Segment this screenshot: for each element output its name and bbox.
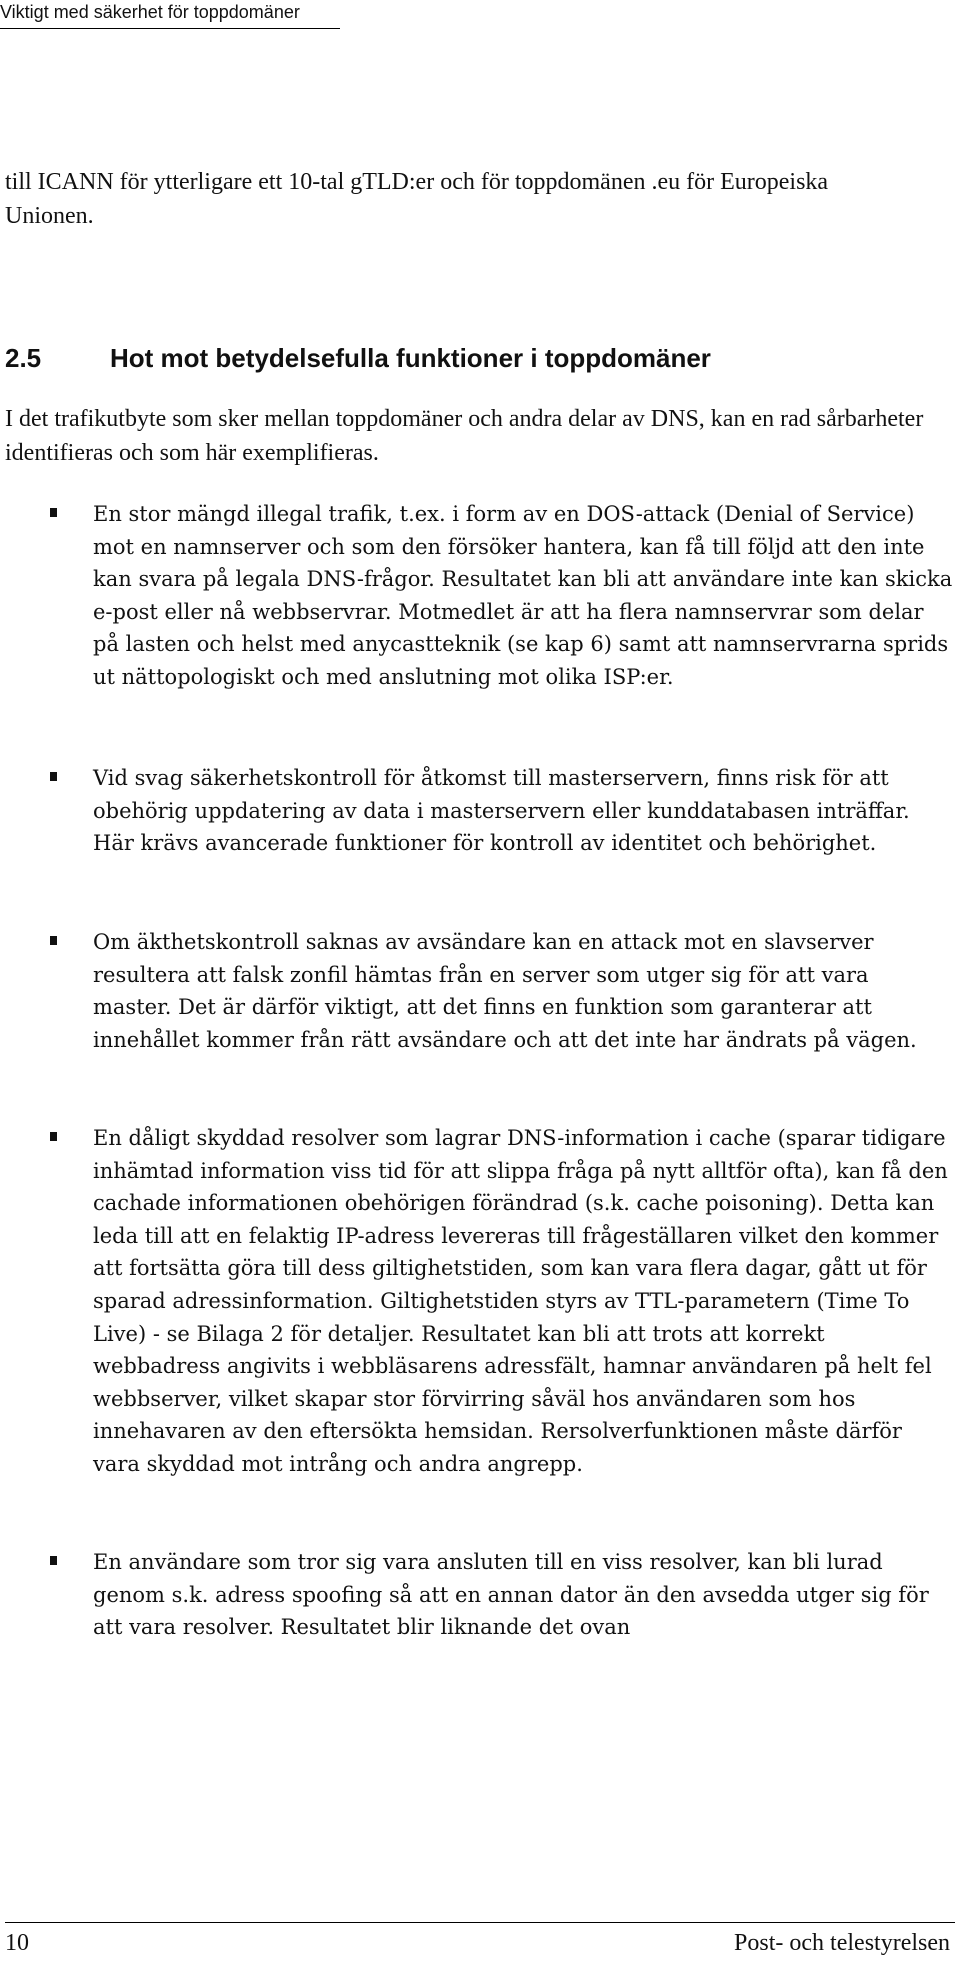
section-heading xyxy=(5,341,711,375)
section-title: Hot mot betydelsefulla funktioner i toppdomäner xyxy=(110,343,711,373)
page-number: 10 xyxy=(5,1930,29,1956)
section-intro: I det trafikutbyte som sker mellan toppdomäner och andra delar av DNS, kan en rad sårbarheter identifieras och som här exemplifieras. xyxy=(5,406,924,466)
footer-divider xyxy=(5,1922,955,1923)
intro-paragraph: till ICANN för ytterligare ett 10-tal gTLD:er och för toppdomänen .eu för Europeiska Unionen. xyxy=(5,169,829,229)
square-bullet-icon xyxy=(50,508,57,517)
running-header xyxy=(0,0,340,29)
square-bullet-icon xyxy=(50,772,57,781)
bullet-text: Vid svag säkerhetskontroll för åtkomst till masterservern, finns risk för att obehörig uppdatering av data i masterservern eller kunddatabasen inträffar. Här krävs avancerade funktioner för kontroll av identitet och behörighet. xyxy=(93,766,910,856)
bullet-text: En dåligt skyddad resolver som lagrar DNS-information i cache (sparar tidigare inhämtad information viss tid för att slippa fråga på nytt alltför ofta), kan få den cachade informationen obehörigen förändrad (s.k. cache poisoning). Detta kan leda till att en felaktig IP-adress levereras till frågeställaren vilket den kommer att fortsätta göra till dess giltighetstiden, som kan vara flera dagar, gått ut för sparad adressinformation. Giltighetstiden styrs av TTL-parametern (Time To Live) - se Bilaga 2 för detaljer. Resultatet kan bli att trots att korrekt webbadress angivits i webbläsarens adressfält, hamnar användaren på helt fel webbserver, vilket skapar stor förvirring såväl hos användaren som hos innehavaren av den eftersökta hemsidan. Rersolverfunktionen måste därför vara skyddad mot intrång och andra angrepp. xyxy=(93,1126,948,1476)
publisher-name: Post- och telestyrelsen xyxy=(734,1930,950,1956)
bullet-text: En stor mängd illegal trafik, t.ex. i form av en DOS-attack (Denial of Service) mot en namnserver och som den försöker hantera, kan få till följd att den inte kan svara på legala DNS-frågor. Resultatet kan bli att användare inte kan skicka e-post eller nå webbservrar. Motmedlet är att ha flera namnservrar som delar på lasten och helst med anycastteknik (se kap 6) samt att namnservrarna sprids ut nättopologiskt och med anslutning mot olika ISP:er. xyxy=(93,502,953,689)
bullet-text: En användare som tror sig vara ansluten till en viss resolver, kan bli lurad genom s.k. adress spoofing så att en annan dator än den avsedda utger sig för att vara resolver. Resultatet blir liknande det ovan xyxy=(93,1550,929,1640)
square-bullet-icon xyxy=(50,1132,57,1141)
running-header-title: Viktigt med säkerhet för toppdomäner xyxy=(0,2,300,22)
square-bullet-icon xyxy=(50,1556,57,1565)
bullet-text: Om äkthetskontroll saknas av avsändare kan en attack mot en slavserver resultera att falsk zonfil hämtas från en server som utger sig för att vara master. Det är därför viktigt, att det finns en funktion som garanterar att innehållet kommer från rätt avsändare och att det inte har ändrats på vägen. xyxy=(93,930,917,1052)
square-bullet-icon xyxy=(50,936,57,945)
section-number: 2.5 xyxy=(5,343,42,373)
